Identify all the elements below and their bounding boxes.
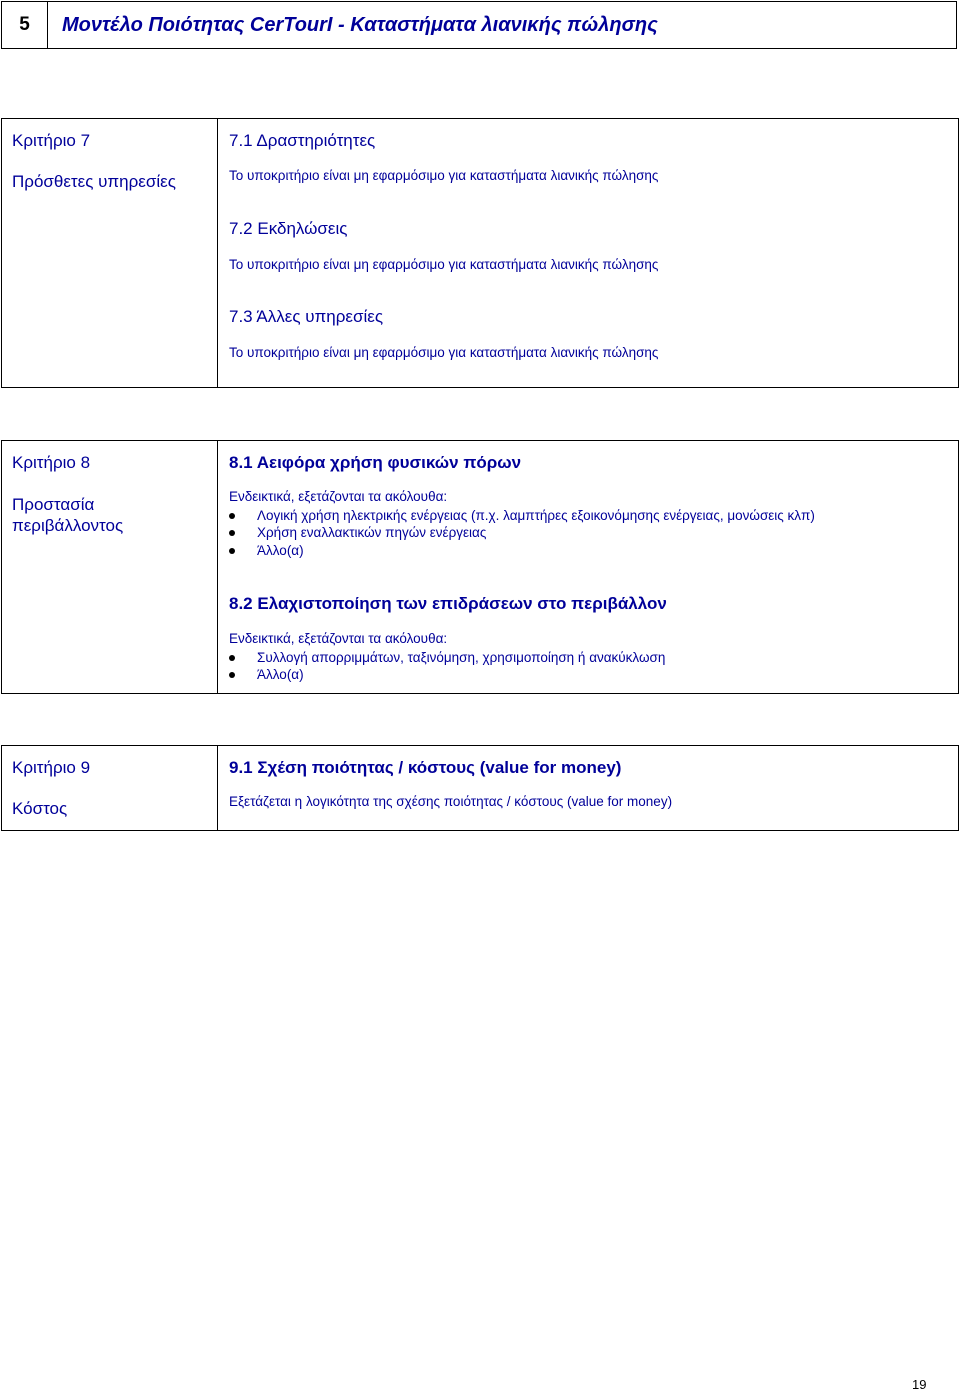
section-7-2-heading: 7.2 Εκδηλώσεις <box>229 219 348 238</box>
criterion-8-name-line1: Προστασία <box>12 495 95 514</box>
criterion-8-box <box>1 440 959 694</box>
criterion-9-content <box>218 746 958 830</box>
section-9-1-heading: 9.1 Σχέση ποιότητας / κόστους (value for money) <box>229 758 622 777</box>
bullet-icon <box>229 672 235 678</box>
section-8-1-intro: Ενδεικτικά, εξετάζονται τα ακόλουθα: <box>229 489 448 504</box>
section-7-3-text: Το υποκριτήριο είναι μη εφαρμόσιμο για καταστήματα λιανικής πώλησης <box>229 345 659 360</box>
section-7-1-heading: 7.1 Δραστηριότητες <box>229 131 376 150</box>
criterion-7-name: Πρόσθετες υπηρεσίες <box>12 172 176 191</box>
criterion-8-content <box>218 441 958 693</box>
section-title: Μοντέλο Ποιότητας CerTourI - Καταστήματα λιανικής πώλησης <box>62 14 658 36</box>
section-8-1-heading: 8.1 Αειφόρα χρήση φυσικών πόρων <box>229 453 522 472</box>
criterion-7-label-cell <box>2 119 218 387</box>
list-item: Συλλογή απορριμμάτων, ταξινόμηση, χρησιμοποίηση ή ανακύκλωση <box>229 649 665 667</box>
criterion-9-box <box>1 745 959 831</box>
section-7-3-heading: 7.3 Άλλες υπηρεσίες <box>229 307 384 326</box>
criterion-9-label-cell <box>2 746 218 830</box>
list-item: Άλλο(α) <box>229 542 304 560</box>
bullet-icon <box>229 655 235 661</box>
page-number: 19 <box>912 1377 927 1392</box>
list-item: Άλλο(α) <box>229 666 304 684</box>
criterion-7-content <box>218 119 958 387</box>
list-item: Χρήση εναλλακτικών πηγών ενέργειας <box>229 524 486 542</box>
section-9-1-text: Εξετάζεται η λογικότητα της σχέσης ποιότητας / κόστους (value for money) <box>229 794 673 809</box>
bullet-icon <box>229 530 235 536</box>
section-8-2-intro: Ενδεικτικά, εξετάζονται τα ακόλουθα: <box>229 631 448 646</box>
section-7-2-text: Το υποκριτήριο είναι μη εφαρμόσιμο για καταστήματα λιανικής πώλησης <box>229 257 659 272</box>
criterion-8-name-line2: περιβάλλοντος <box>12 516 124 535</box>
criterion-9-label: Κριτήριο 9 <box>12 758 91 777</box>
section-8-2-heading: 8.2 Ελαχιστοποίηση των επιδράσεων στο περιβάλλον <box>229 594 667 613</box>
section-7-1-text: Το υποκριτήριο είναι μη εφαρμόσιμο για καταστήματα λιανικής πώλησης <box>229 168 659 183</box>
list-item: Λογική χρήση ηλεκτρικής ενέργειας (π.χ. λαμπτήρες εξοικονόμησης ενέργειας, μονώσεις κλπ) <box>229 507 815 525</box>
criterion-9-name: Κόστος <box>12 799 68 818</box>
section-number: 5 <box>2 2 48 48</box>
section-header <box>1 1 957 49</box>
criterion-7-label: Κριτήριο 7 <box>12 131 91 150</box>
criterion-8-label-cell <box>2 441 218 693</box>
criterion-7-box <box>1 118 959 388</box>
bullet-icon <box>229 548 235 554</box>
criterion-8-label: Κριτήριο 8 <box>12 453 91 472</box>
bullet-icon <box>229 513 235 519</box>
